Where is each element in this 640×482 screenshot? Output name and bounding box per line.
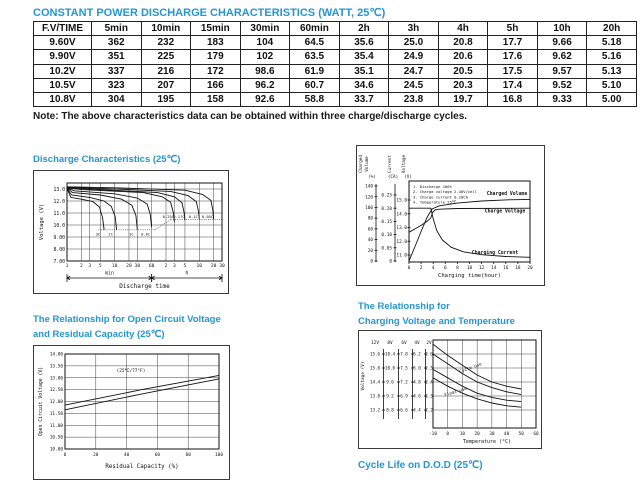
y-tick-label: 11.50: [49, 411, 63, 417]
axis-tick-label: 2.4: [425, 379, 433, 385]
discharge-curve: [67, 188, 152, 228]
table-cell: 10.8V: [34, 92, 92, 106]
x-tick-label: 10: [111, 264, 118, 269]
y-tick-label: 13.0: [53, 187, 65, 193]
axis-tick-label: 10.4: [384, 351, 396, 357]
axis-tick-label: 2.2: [425, 407, 433, 413]
table-cell: 9.52: [537, 78, 587, 92]
y-tick-label: 15.0: [396, 198, 407, 204]
charging-voltage-temp-title: [358, 299, 515, 329]
x-tick-label: 30: [134, 264, 141, 269]
table-cell: 5.18: [587, 36, 637, 50]
table-cell: 232: [141, 36, 191, 50]
x-tick-label: -10: [429, 432, 437, 437]
x-tick-label: 100: [215, 453, 223, 458]
table-cell: 9.62: [537, 50, 587, 64]
axis-tick-label: 5.2: [413, 351, 421, 357]
curve-label: 0.17C: [173, 214, 185, 220]
charge-curve: [409, 208, 530, 257]
y-tick-label: 13.50: [49, 364, 63, 370]
axis-tick-label: 4.8: [413, 379, 421, 385]
x-tick-label: 20: [93, 453, 99, 458]
x-unit-label: min: [104, 270, 114, 277]
y-tick-label: 13.0: [396, 226, 407, 232]
x-tick-label: 20: [126, 264, 132, 269]
axis-tick-label: 9.2: [386, 393, 394, 399]
table-cell: 9.60V: [34, 36, 92, 50]
table-cell: 61.9: [290, 64, 340, 78]
x-tick-label: 2: [164, 264, 168, 269]
charge-chart-canvas: [357, 146, 544, 285]
axis-tick-label: 6.9: [400, 393, 408, 399]
x-tick-label: 40: [503, 432, 510, 437]
x-tick-label: 5: [183, 264, 187, 269]
table-cell: 9.33: [537, 92, 587, 106]
table-header-row: [34, 22, 637, 36]
table-cell: 362: [92, 36, 142, 50]
axis-tick-label: 2.5: [425, 365, 433, 371]
axis-tick-label: 6.6: [400, 407, 408, 413]
curve-label: 2C: [108, 231, 113, 237]
x-tick-label: 0: [407, 266, 411, 271]
x-axis-label: Charging time(hour): [438, 273, 501, 279]
note-line: 1. Discharge 100%: [413, 184, 452, 189]
axis-tick-label: 13.8: [369, 393, 381, 399]
table-cell: 24.5: [389, 78, 439, 92]
table-cell: 9.90V: [34, 50, 92, 64]
band-label: Cycle use: [459, 362, 483, 375]
x-tick-label: 60: [154, 453, 161, 458]
table-cell: 35.6: [339, 36, 389, 50]
y-tick-label: 7.00: [53, 259, 65, 265]
axis-title: Voltage: [402, 154, 407, 174]
column-header: 5h: [488, 22, 538, 36]
table-cell: 207: [141, 78, 191, 92]
table-cell: 24.7: [389, 64, 439, 78]
y-tick-label: 0: [370, 259, 373, 265]
y-tick-label: 12.00: [49, 400, 63, 406]
x-tick-label: 20: [210, 264, 217, 269]
axis-tick-label: 15.6: [369, 351, 381, 357]
y-tick-label: 13.00: [49, 376, 63, 382]
axis-tick-label: 5.0: [413, 365, 421, 371]
axis-title: Charged: [359, 154, 364, 174]
x-axis-label: Discharge time: [119, 283, 170, 290]
curve-label: 1C: [129, 231, 134, 237]
column-header: 60min: [290, 22, 340, 36]
table-cell: 10.2V: [34, 64, 92, 78]
curve-label: 0.25C: [162, 214, 175, 220]
axis-title: Current: [388, 154, 393, 174]
y-tick-label: 14.0: [396, 212, 407, 218]
cycle-life-title: Cycle Life on D.O.D (25℃): [358, 460, 483, 471]
table-row: [34, 50, 637, 64]
y-tick-label: 60: [367, 227, 373, 233]
table-row: [34, 64, 637, 78]
table-note: Note: The above characteristics data can be obtained within three charge/discharge cycles.: [33, 111, 468, 122]
annotation: (25℃/77°F): [116, 369, 146, 374]
column-header: 20h: [587, 22, 637, 36]
table-cell: 63.5: [290, 50, 340, 64]
x-tick-label: 80: [185, 453, 191, 458]
axis-header: 6V: [401, 341, 407, 346]
column-header: 10h: [537, 22, 587, 36]
discharge-curve: [67, 188, 137, 229]
axis-tick-label: 10.0: [384, 365, 396, 371]
table-cell: 20.8: [438, 36, 488, 50]
table-cell: 179: [191, 50, 241, 64]
x-tick-label: 20: [474, 432, 480, 437]
table-cell: 337: [92, 64, 142, 78]
axis-tick-label: 2.3: [425, 393, 433, 399]
axis-tick-label: 9.6: [386, 379, 394, 385]
table-cell: 60.7: [290, 78, 340, 92]
column-header: F.V/TIME: [34, 22, 92, 36]
axis-tick-label: 7.8: [400, 351, 408, 357]
column-header: 3h: [389, 22, 439, 36]
y-tick-label: 14.00: [49, 352, 63, 358]
axis-tick-label: 8.8: [386, 407, 394, 413]
ocv-line: [65, 379, 219, 410]
discharge-characteristics-chart: [33, 170, 229, 294]
table-cell: 166: [191, 78, 241, 92]
table-cell: 16.8: [488, 92, 538, 106]
table-cell: 20.6: [438, 50, 488, 64]
y-tick-label: 8.00: [53, 247, 65, 253]
plot-frame: [433, 340, 536, 428]
y-tick-label: 12.50: [49, 388, 63, 394]
x-tick-label: 3: [172, 264, 176, 269]
axis-tick-label: 4.4: [413, 407, 421, 413]
axis-title: Volume: [365, 156, 370, 172]
table-cell: 5.13: [587, 64, 637, 78]
x-tick-label: 5: [98, 264, 102, 269]
discharge-chart-canvas: [34, 171, 228, 293]
y-tick-label: 0.15: [381, 220, 392, 225]
table-cell: 19.7: [438, 92, 488, 106]
x-tick-label: 2: [419, 266, 423, 271]
table-row: [34, 78, 637, 92]
charge-characteristics-chart: [356, 145, 545, 286]
y-tick-label: 80: [367, 216, 373, 222]
table-cell: 10.5V: [34, 78, 92, 92]
axis-header: 4V: [414, 341, 420, 346]
grid-line: [155, 220, 171, 230]
y-tick-label: 10.00: [49, 447, 63, 453]
table-row: [34, 92, 637, 106]
table-cell: 351: [92, 50, 142, 64]
table-cell: 17.4: [488, 78, 538, 92]
x-tick-label: 3: [88, 264, 92, 269]
curve-label: 0.6C: [141, 231, 151, 237]
curve-label: Charging Current: [471, 251, 519, 256]
table-cell: 20.3: [438, 78, 488, 92]
axis-unit: (CA): [387, 175, 399, 180]
x-tick-label: 14: [491, 266, 497, 271]
table-cell: 25.0: [389, 36, 439, 50]
column-header: 15min: [191, 22, 241, 36]
plot-frame: [67, 183, 222, 261]
table-cell: 98.6: [240, 64, 290, 78]
x-tick-label: 2: [79, 264, 83, 269]
y-tick-label: 40: [367, 238, 373, 244]
y-axis-label: Voltage (V): [361, 361, 366, 391]
table-cell: 9.57: [537, 64, 587, 78]
x-tick-label: 40: [123, 453, 130, 458]
column-header: 30min: [240, 22, 290, 36]
charging-voltage-temp-title-line2: Charging Voltage and Temperature: [358, 316, 515, 327]
column-header: 4h: [438, 22, 488, 36]
table-cell: 20.5: [438, 64, 488, 78]
table-row: [34, 36, 637, 50]
y-tick-label: 0: [389, 259, 392, 265]
y-tick-label: 0.20: [381, 206, 392, 212]
y-tick-label: 10.0: [53, 223, 65, 229]
x-tick-label: 10: [466, 266, 473, 271]
x-tick-label: 12: [478, 266, 485, 271]
y-tick-label: 12.0: [53, 199, 65, 205]
charging-voltage-temp-chart: [358, 330, 542, 449]
ocv-line: [65, 375, 219, 405]
axis-unit: (%): [368, 175, 376, 180]
axis-header: 12V: [371, 341, 379, 346]
constant-power-discharge-table: [33, 21, 637, 107]
x-tick-label: 50: [518, 432, 524, 437]
x-axis-label: Residual Capacity (%): [105, 464, 179, 470]
ocv-residual-capacity-chart: [33, 345, 230, 480]
x-tick-label: 60: [533, 432, 539, 437]
table-cell: 104: [240, 36, 290, 50]
x-tick-label: 8: [456, 266, 459, 271]
axis-tick-label: 14.4: [369, 379, 381, 385]
x-tick-label: 1: [65, 264, 69, 269]
y-tick-label: 140: [365, 184, 373, 190]
table-cell: 9.66: [537, 36, 587, 50]
x-tick-label: 4: [431, 266, 435, 271]
curve-label: 0.05C: [201, 214, 214, 220]
curve-label: 0.1C: [188, 214, 198, 220]
column-header: 2h: [339, 22, 389, 36]
table-cell: 216: [141, 64, 191, 78]
table-cell: 35.4: [339, 50, 389, 64]
x-axis-label: Temperature (°C): [462, 439, 512, 445]
x-tick-label: 0: [446, 432, 450, 437]
x-tick-label: 30: [219, 264, 225, 269]
x-tick-label: 60: [148, 264, 155, 269]
y-tick-label: 12.0: [396, 239, 407, 245]
table-cell: 34.6: [339, 78, 389, 92]
ocv-chart-canvas: [34, 346, 229, 479]
table-cell: 304: [92, 92, 142, 106]
table-cell: 17.5: [488, 64, 538, 78]
y-tick-label: 10.50: [49, 435, 63, 441]
table-cell: 5.10: [587, 78, 637, 92]
x-tick-label: 0: [63, 453, 67, 458]
axis-header: 8V: [387, 341, 393, 346]
note-line: 2. Charge voltage 2.40V/cell: [413, 189, 478, 195]
axis-tick-label: 7.2: [400, 379, 408, 385]
x-tick-label: 20: [527, 266, 533, 271]
table-cell: 5.00: [587, 92, 637, 106]
page-title: CONSTANT POWER DISCHARGE CHARACTERISTICS (WATT, 25℃): [33, 7, 386, 19]
ocv-chart-title-line1: The Relationship for Open Circuit Voltage: [33, 314, 221, 325]
y-tick-label: 0.05: [381, 246, 392, 252]
y-tick-label: 120: [365, 195, 373, 201]
table-cell: 17.7: [488, 36, 538, 50]
x-tick-label: 16: [503, 266, 509, 271]
table-cell: 96.2: [240, 78, 290, 92]
y-tick-label: 9.00: [53, 235, 65, 241]
axis-unit: (V): [404, 175, 412, 180]
axis-tick-label: 7.5: [400, 365, 408, 371]
curve-label: 3C: [95, 231, 101, 237]
table-cell: 195: [141, 92, 191, 106]
y-tick-label: 20: [367, 248, 373, 254]
charging-voltage-temp-canvas: [359, 331, 541, 448]
column-header: 10min: [141, 22, 191, 36]
x-unit-label: h: [185, 270, 189, 277]
table-cell: 24.9: [389, 50, 439, 64]
table-cell: 23.8: [389, 92, 439, 106]
note-line: 3. Charge current 0.20CA: [413, 194, 468, 200]
table-cell: 323: [92, 78, 142, 92]
axis-tick-label: 13.2: [369, 407, 381, 413]
axis-tick-label: 15.0: [369, 365, 381, 371]
x-tick-label: 18: [515, 266, 521, 271]
table-cell: 172: [191, 64, 241, 78]
table-cell: 102: [240, 50, 290, 64]
ocv-chart-title: [33, 312, 221, 342]
y-tick-label: 11.0: [53, 211, 65, 217]
y-tick-label: 11.00: [49, 423, 63, 429]
table-cell: 158: [191, 92, 241, 106]
column-header: 5min: [92, 22, 142, 36]
x-tick-label: 10: [459, 432, 466, 437]
x-tick-label: 10: [196, 264, 203, 269]
table-cell: 17.6: [488, 50, 538, 64]
axis-header: 2V: [426, 341, 432, 346]
ocv-chart-title-line2: and Residual Capacity (25℃): [33, 329, 165, 340]
y-tick-label: 100: [365, 206, 373, 212]
table-cell: 35.1: [339, 64, 389, 78]
table-cell: 58.8: [290, 92, 340, 106]
note-line: 4. Temperature 25℃: [413, 199, 457, 205]
axis-tick-label: 2.6: [425, 351, 433, 357]
y-tick-label: 0.10: [381, 233, 392, 239]
table-cell: 5.16: [587, 50, 637, 64]
y-axis-label: Open Circuit Voltage (V): [39, 366, 44, 437]
x-tick-label: 30: [489, 432, 495, 437]
table-cell: 183: [191, 36, 241, 50]
band-label: Float use: [443, 386, 468, 399]
y-tick-label: 11.0: [396, 253, 407, 259]
x-tick-label: 6: [443, 266, 447, 271]
table-cell: 225: [141, 50, 191, 64]
table-cell: 64.5: [290, 36, 340, 50]
discharge-chart-title: Discharge Characteristics (25℃): [33, 154, 181, 165]
axis-tick-label: 4.6: [413, 393, 421, 399]
y-axis-label: Voltage (V): [39, 203, 45, 241]
y-tick-label: 0.25: [381, 193, 392, 199]
table-cell: 33.7: [339, 92, 389, 106]
table-cell: 92.6: [240, 92, 290, 106]
curve-label: Charge Voltage: [484, 209, 526, 215]
curve-label: Charged Volume: [486, 192, 528, 197]
charging-voltage-temp-title-line1: The Relationship for: [358, 301, 450, 312]
